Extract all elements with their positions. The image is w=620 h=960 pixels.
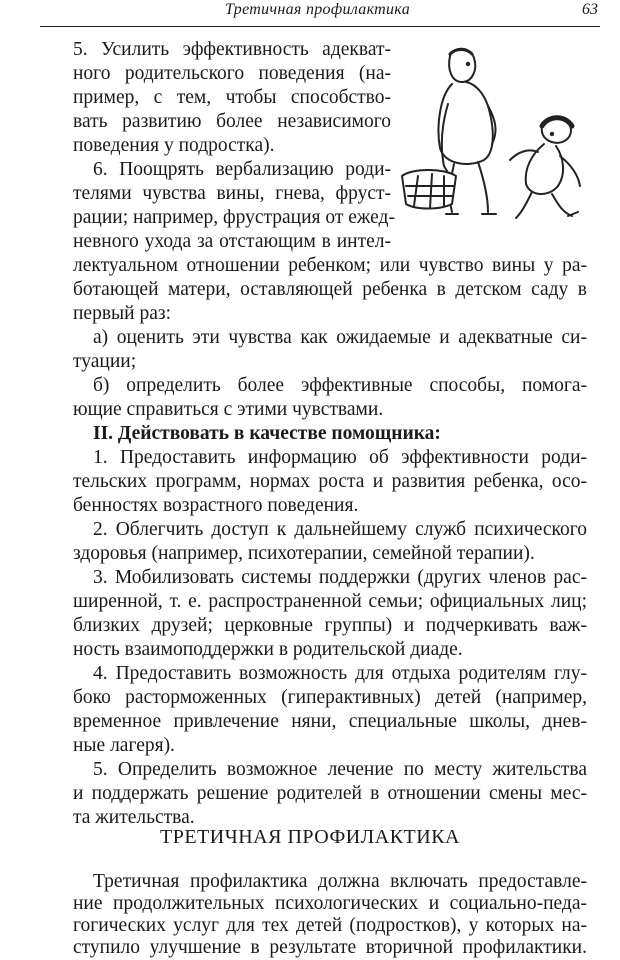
text-line: 6. Поощрять вербализацию роди-	[93, 159, 391, 180]
text-line: 2. Облегчить доступ к дальнейшему служб психического	[93, 519, 587, 540]
text-line: бенностях возрастного поведения.	[73, 495, 359, 516]
text-line: 1. Предоставить информацию об эффективности роди-	[93, 447, 587, 468]
text-line: невного ухода за отстающим в интел-	[73, 231, 391, 252]
text-line: боко расторможенных (гиперактивных) детей (например,	[73, 687, 587, 708]
text-line: первый раз:	[73, 303, 171, 324]
text-line: б) определить более эффективные способы, помога-	[93, 375, 587, 396]
text-line: туации;	[73, 351, 137, 372]
text-line: а) оценить эти чувства как ожидаемые и адекватные си-	[93, 327, 587, 348]
text-line: 4. Предоставить возможность для отдыха родителям глу-	[93, 663, 587, 684]
adult-and-child-drawing-icon	[392, 36, 596, 222]
text-line: поведения у подростка).	[73, 135, 275, 156]
text-line: здоровья (например, психотерапии, семейной терапии).	[73, 543, 535, 564]
text-line: временное привлечение няни, специальные школы, днев-	[73, 711, 587, 732]
text-line: рации; например, фрустрация от ежед-	[73, 207, 395, 228]
text-line: тельских программ, нормах роста и развития ребенка, осо-	[73, 471, 587, 492]
text-line: ющие справиться с этими чувствами.	[73, 399, 384, 420]
text-line: ные лагеря).	[73, 735, 175, 756]
text-line: 3. Мобилизовать системы поддержки (других членов рас-	[93, 567, 587, 588]
text-line: вать развитию более независимого	[73, 111, 391, 132]
page-number: 63	[582, 1, 598, 18]
text-line: пример, с тем, чтобы способство-	[73, 87, 391, 108]
text-line: гогических услуг для тех детей (подростков), у которых на-	[73, 915, 587, 936]
text-line: близких друзей; церковные группы) и подчеркивать важ-	[73, 615, 587, 636]
section-heading: ТРЕТИЧНАЯ ПРОФИЛАКТИКА	[160, 826, 460, 848]
running-header	[40, 0, 600, 27]
text-line: телями чувства вины, гнева, фруст-	[73, 183, 391, 204]
text-line: ного родительского поведения (на-	[73, 63, 391, 84]
text-line: та жительства.	[73, 807, 195, 828]
text-line: и поддержать решение родителей в отношении смены мес-	[73, 783, 587, 804]
text-line: 5. Определить возможное лечение по месту жительства	[93, 759, 587, 780]
text-line: Третичная профилактика должна включать предоставле-	[93, 871, 587, 892]
text-line: ние продолжительных психологических и социально-педа-	[73, 893, 587, 914]
text-line: ширенной, т. е. распространенной семьи; официальных лиц;	[73, 591, 587, 612]
text-line: ность взаимоподдержки в родительской диаде.	[73, 639, 463, 660]
text-line: лектуальном отношении ребенком; или чувство вины у ра-	[73, 255, 587, 276]
text-line: ступило улучшение в результате вторичной профилактики.	[73, 937, 587, 958]
text-line: 5. Усилить эффективность адекват-	[73, 39, 391, 60]
text-line: ботающей матери, оставляющей ребенка в детском саду в	[73, 279, 587, 300]
running-title: Третичная профилактика	[225, 1, 410, 18]
subheading: II. Действовать в качестве помощника:	[93, 423, 441, 444]
